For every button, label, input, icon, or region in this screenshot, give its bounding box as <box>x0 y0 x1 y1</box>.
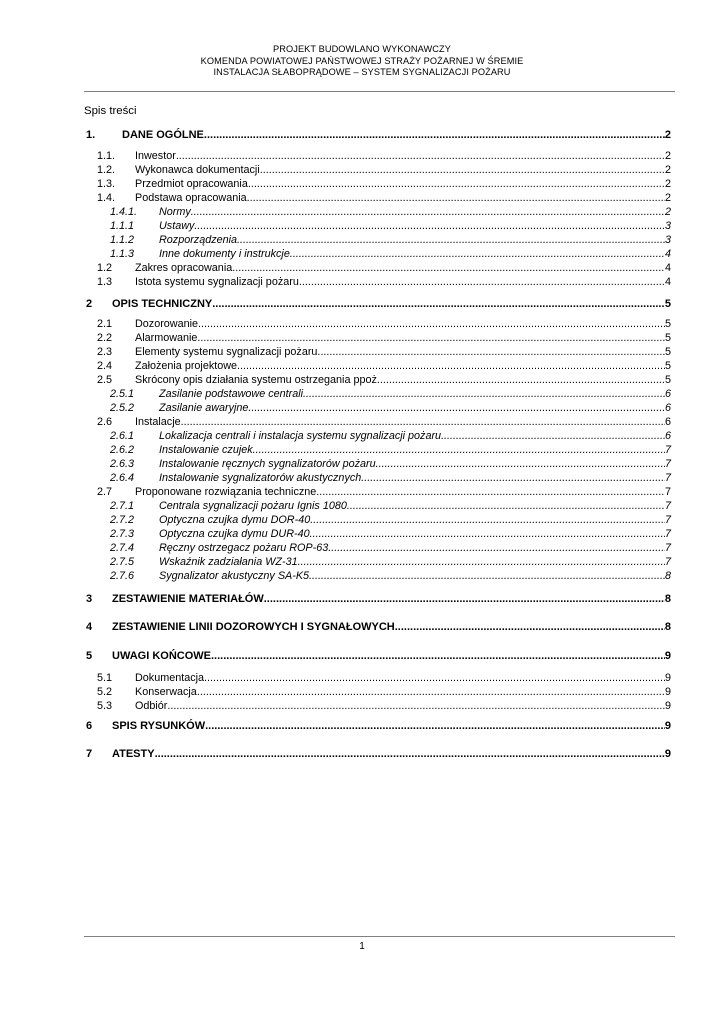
toc-dot-leader <box>232 262 665 274</box>
toc-entry-page: 7 <box>664 556 671 568</box>
toc-dot-leader <box>303 388 665 400</box>
header-divider <box>84 91 675 92</box>
toc-entry[interactable] <box>84 526 671 540</box>
toc-entry-label: OPIS TECHNICZNY <box>112 298 213 310</box>
toc-entry-page: 7 <box>664 472 671 484</box>
toc-dot-leader <box>205 720 665 732</box>
toc-entry-number: 2.6.2 <box>110 444 135 456</box>
toc-dot-leader <box>441 430 665 442</box>
toc-entry-label: Podstawa opracowania <box>135 192 247 204</box>
toc-entry-number: 1.1. <box>97 150 116 162</box>
toc-entry-page: 7 <box>664 542 671 554</box>
toc-entry[interactable] <box>84 358 671 372</box>
toc-dot-leader <box>237 360 665 372</box>
toc-entry-number: 5.2 <box>97 686 113 698</box>
toc-dot-leader <box>395 621 665 633</box>
toc-entry-label: Inne dokumenty i instrukcje <box>159 248 290 260</box>
toc-entry[interactable] <box>84 190 671 204</box>
toc-dot-leader <box>350 500 665 512</box>
toc-entry[interactable] <box>84 176 671 190</box>
toc-entry-number: 2.5.1 <box>110 388 135 400</box>
toc-entry-label: Założenia projektowe <box>135 360 238 372</box>
toc-dot-leader <box>248 178 665 190</box>
toc-entry-label: Proponowane rozwiązania techniczne <box>135 486 317 498</box>
toc-dot-leader <box>364 472 665 484</box>
toc-entry[interactable] <box>84 204 671 218</box>
toc-entry-label: Wskaźnik zadziałania WZ-31 <box>159 556 298 568</box>
toc-entry-number: 5.1 <box>97 672 113 684</box>
toc-entry-page: 3 <box>664 220 671 232</box>
toc-entry-number: 2.7.1 <box>110 500 135 512</box>
toc-entry-label: Przedmiot opracowania <box>135 178 248 190</box>
toc-entry[interactable] <box>84 232 671 246</box>
toc-dot-leader <box>260 164 665 176</box>
toc-dot-leader <box>155 748 665 760</box>
toc-title: Spis treści <box>84 105 137 117</box>
toc-dot-leader <box>211 650 665 662</box>
toc-entry[interactable] <box>84 470 671 484</box>
toc-entry[interactable] <box>84 218 671 232</box>
toc-entry-number: 6 <box>86 720 93 732</box>
toc-entry-number: 2 <box>86 298 93 310</box>
toc-dot-leader <box>380 374 665 386</box>
toc-entry[interactable] <box>84 296 671 310</box>
toc-entry-label: Instalowanie czujek <box>159 444 253 456</box>
toc-dot-leader <box>204 129 665 141</box>
toc-entry-number: 2.7.4 <box>110 542 135 554</box>
toc-entry-number: 2.7.3 <box>110 528 135 540</box>
header-line-3: INSTALACJA SŁABOPRĄDOWE – SYSTEM SYGNALIZACJI POŻARU <box>213 67 511 77</box>
toc-entry-label: Sygnalizator akustyczny SA-K5 <box>159 570 310 582</box>
toc-entry-label: ZESTAWIENIE MATERIAŁÓW <box>112 593 264 605</box>
toc-entry-label: Rozporządzenia <box>159 234 238 246</box>
toc-entry[interactable] <box>84 568 671 582</box>
toc-entry-page: 7 <box>664 514 671 526</box>
toc-entry[interactable] <box>84 591 671 605</box>
toc-entry[interactable] <box>84 619 671 633</box>
toc-entry-label: ZESTAWIENIE LINII DOZOROWYCH I SYGNAŁOWYCH <box>112 621 395 633</box>
toc-entry[interactable] <box>84 316 671 330</box>
toc-entry[interactable] <box>84 274 671 288</box>
toc-entry-page: 6 <box>664 402 671 414</box>
toc-entry-label: Zasilanie podstawowe centrali <box>159 388 304 400</box>
toc-entry[interactable] <box>84 330 671 344</box>
toc-entry-page: 2 <box>664 129 671 141</box>
toc-entry[interactable] <box>84 698 671 712</box>
toc-entry-number: 2.6.1 <box>110 430 135 442</box>
toc-entry-page: 9 <box>664 748 671 760</box>
toc-entry-label: DANE OGÓLNE <box>122 129 204 141</box>
toc-entry-number: 2.5 <box>97 374 113 386</box>
toc-entry-label: Konserwacja <box>135 686 197 698</box>
toc-dot-leader <box>247 192 665 204</box>
toc-entry-number: 2.2 <box>97 332 113 344</box>
toc-entry[interactable] <box>84 554 671 568</box>
toc-dot-leader <box>290 248 665 260</box>
toc-entry[interactable] <box>84 148 671 162</box>
toc-entry-number: 1.4. <box>97 192 116 204</box>
toc-entry-number: 2.6 <box>97 416 113 428</box>
toc-entry-label: Inwestor <box>135 150 176 162</box>
toc-entry-page: 4 <box>664 248 671 260</box>
toc-entry[interactable] <box>84 344 671 358</box>
toc-entry-number: 5.3 <box>97 700 113 712</box>
header-line-1: PROJEKT BUDOWLANO WYKONAWCZY <box>273 44 451 54</box>
toc-entry-label: Optyczna czujka dymu DOR-40 <box>159 514 311 526</box>
toc-entry-label: ATESTY <box>112 748 155 760</box>
toc-entry[interactable] <box>84 484 671 498</box>
toc-entry[interactable] <box>84 648 671 662</box>
toc-entry-number: 1.3. <box>97 178 116 190</box>
toc-entry-number: 2.6.4 <box>110 472 135 484</box>
toc-entry-number: 1.3 <box>97 276 113 288</box>
toc-dot-leader <box>253 444 665 456</box>
toc-entry-number: 1.1.2 <box>110 234 135 246</box>
toc-dot-leader <box>198 318 665 330</box>
toc-entry-page: 7 <box>664 444 671 456</box>
toc-dot-leader <box>237 234 665 246</box>
toc-entry-label: Istota systemu sygnalizacji pożaru <box>135 276 299 288</box>
toc-entry-label: Instalowanie sygnalizatorów akustycznych. <box>159 472 365 484</box>
toc-dot-leader <box>197 686 665 698</box>
toc-entry-page: 9 <box>664 720 671 732</box>
toc-entry-page: 4 <box>664 276 671 288</box>
toc-entry-label: Normy <box>159 206 191 218</box>
toc-entry-number: 4 <box>86 621 93 633</box>
toc-entry-page: 9 <box>664 650 671 662</box>
toc-entry-label: Zasilanie awaryjne. <box>159 402 252 414</box>
toc-entry[interactable] <box>84 414 671 428</box>
toc-entry-number: 1.2 <box>97 262 113 274</box>
toc-entry-page: 7 <box>664 458 671 470</box>
toc-entry-page: 9 <box>664 700 671 712</box>
toc-entry-number: 1.1.3 <box>110 248 135 260</box>
toc-entry[interactable] <box>84 386 671 400</box>
toc-entry-page: 9 <box>664 672 671 684</box>
toc-entry-page: 7 <box>664 486 671 498</box>
toc-entry-label: Dozorowanie <box>135 318 199 330</box>
toc-entry-label: Optyczna czujka dymu DUR-40 <box>159 528 310 540</box>
footer-divider <box>84 936 675 937</box>
toc-entry-page: 3 <box>664 234 671 246</box>
toc-entry-label: Zakres opracowania <box>135 262 233 274</box>
toc-dot-leader <box>264 593 665 605</box>
toc-entry-number: 7 <box>86 748 93 760</box>
toc-entry-page: 5 <box>664 374 671 386</box>
toc-dot-leader <box>310 528 665 540</box>
toc-entry-label: Skrócony opis działania systemu ostrzegania ppoż. <box>135 374 380 386</box>
toc-dot-leader <box>167 700 665 712</box>
toc-entry[interactable] <box>84 428 671 442</box>
toc-entry-number: 2.5.2 <box>110 402 135 414</box>
toc-entry-number: 2.7 <box>97 486 113 498</box>
toc-entry[interactable] <box>84 162 671 176</box>
toc-entry-number: 2.4 <box>97 360 113 372</box>
toc-entry-label: Instalowanie ręcznych sygnalizatorów pożaru <box>159 458 376 470</box>
toc-dot-leader <box>299 276 665 288</box>
toc-entry-number: 3 <box>86 593 93 605</box>
toc-entry[interactable] <box>84 372 671 386</box>
toc-entry-page: 9 <box>664 686 671 698</box>
toc-entry-number: 2.7.2 <box>110 514 135 526</box>
header-line-2: KOMENDA POWIATOWEJ PAŃSTWOWEJ STRAŻY POŻARNEJ W ŚREMIE <box>200 55 524 66</box>
toc-dot-leader <box>181 416 665 428</box>
toc-entry-number: 1.2. <box>97 164 116 176</box>
toc-dot-leader <box>316 486 665 498</box>
toc-entry-page: 5 <box>664 298 671 310</box>
toc-entry-page: 5 <box>664 332 671 344</box>
toc-entry[interactable] <box>84 246 671 260</box>
toc-dot-leader <box>298 556 665 568</box>
toc-entry-page: 8 <box>664 593 671 605</box>
toc-dot-leader <box>176 150 665 162</box>
toc-entry-number: 2.3 <box>97 346 113 358</box>
toc-dot-leader <box>212 298 665 310</box>
toc-entry[interactable] <box>84 442 671 456</box>
toc-dot-leader <box>204 672 665 684</box>
toc-entry-page: 6 <box>664 430 671 442</box>
toc-entry-page: 5 <box>664 318 671 330</box>
toc-entry-page: 2 <box>664 178 671 190</box>
toc-entry-label: Ustawy <box>159 220 195 232</box>
toc-entry-number: 2.7.6 <box>110 570 135 582</box>
toc-entry-label: Elementy systemu sygnalizacji pożaru. <box>135 346 321 358</box>
toc-entry-page: 5 <box>664 346 671 358</box>
toc-entry-number: 1.1.1 <box>110 220 135 232</box>
toc-entry-label: Dokumentacja <box>135 672 205 684</box>
toc-entry-page: 6 <box>664 416 671 428</box>
toc-entry-number: 2.6.3 <box>110 458 135 470</box>
toc-entry[interactable] <box>84 540 671 554</box>
toc-entry-label: SPIS RYSUNKÓW <box>112 720 206 732</box>
toc-entry[interactable] <box>84 260 671 274</box>
toc-entry-label: Lokalizacja centrali i instalacja systemu sygnalizacji pożaru <box>159 430 442 442</box>
toc-entry[interactable] <box>84 746 671 760</box>
toc-dot-leader <box>310 514 665 526</box>
toc-entry[interactable] <box>84 498 671 512</box>
toc-entry-page: 2 <box>664 206 671 218</box>
toc-entry-page: 2 <box>664 192 671 204</box>
toc-entry-number: 1.4.1. <box>110 206 138 218</box>
page-number: 1 <box>359 941 365 952</box>
toc-entry-label: Centrala sygnalizacji pożaru Ignis 1080. <box>159 500 350 512</box>
document-header <box>0 44 724 79</box>
toc-entry-page: 7 <box>664 528 671 540</box>
toc-entry-page: 8 <box>664 570 671 582</box>
toc-entry-label: Odbiór <box>135 700 168 712</box>
toc-entry[interactable] <box>84 127 671 141</box>
toc-entry-number: 2.7.5 <box>110 556 135 568</box>
toc-entry[interactable] <box>84 456 671 470</box>
toc-dot-leader <box>197 332 665 344</box>
toc-entry-label: Wykonawca dokumentacji <box>135 164 260 176</box>
toc-dot-leader <box>328 542 665 554</box>
toc-entry-label: UWAGI KOŃCOWE <box>112 650 211 662</box>
toc-entry[interactable] <box>84 684 671 698</box>
toc-entry-page: 8 <box>664 621 671 633</box>
toc-entry-page: 2 <box>664 164 671 176</box>
toc-entry-page: 5 <box>664 360 671 372</box>
toc-entry-number: 2.1 <box>97 318 113 330</box>
toc-dot-leader <box>320 346 665 358</box>
toc-entry[interactable] <box>84 512 671 526</box>
toc-entry-number: 1. <box>86 129 96 141</box>
toc-entry-label: Ręczny ostrzegacz pożaru ROP-63 <box>159 542 329 554</box>
toc-entry[interactable] <box>84 718 671 732</box>
toc-entry-page: 2 <box>664 150 671 162</box>
toc-entry-page: 6 <box>664 388 671 400</box>
toc-entry-label: Instalacje <box>135 416 181 428</box>
toc-entry-number: 5 <box>86 650 93 662</box>
toc-dot-leader <box>191 206 665 218</box>
toc-entry[interactable] <box>84 400 671 414</box>
toc-entry[interactable] <box>84 670 671 684</box>
toc-dot-leader <box>194 220 665 232</box>
toc-entry-page: 4 <box>664 262 671 274</box>
toc-entry-label: Alarmowanie <box>135 332 198 344</box>
toc-entry-page: 7 <box>664 500 671 512</box>
toc-dot-leader <box>376 458 665 470</box>
toc-dot-leader <box>251 402 665 414</box>
toc-dot-leader <box>309 570 665 582</box>
